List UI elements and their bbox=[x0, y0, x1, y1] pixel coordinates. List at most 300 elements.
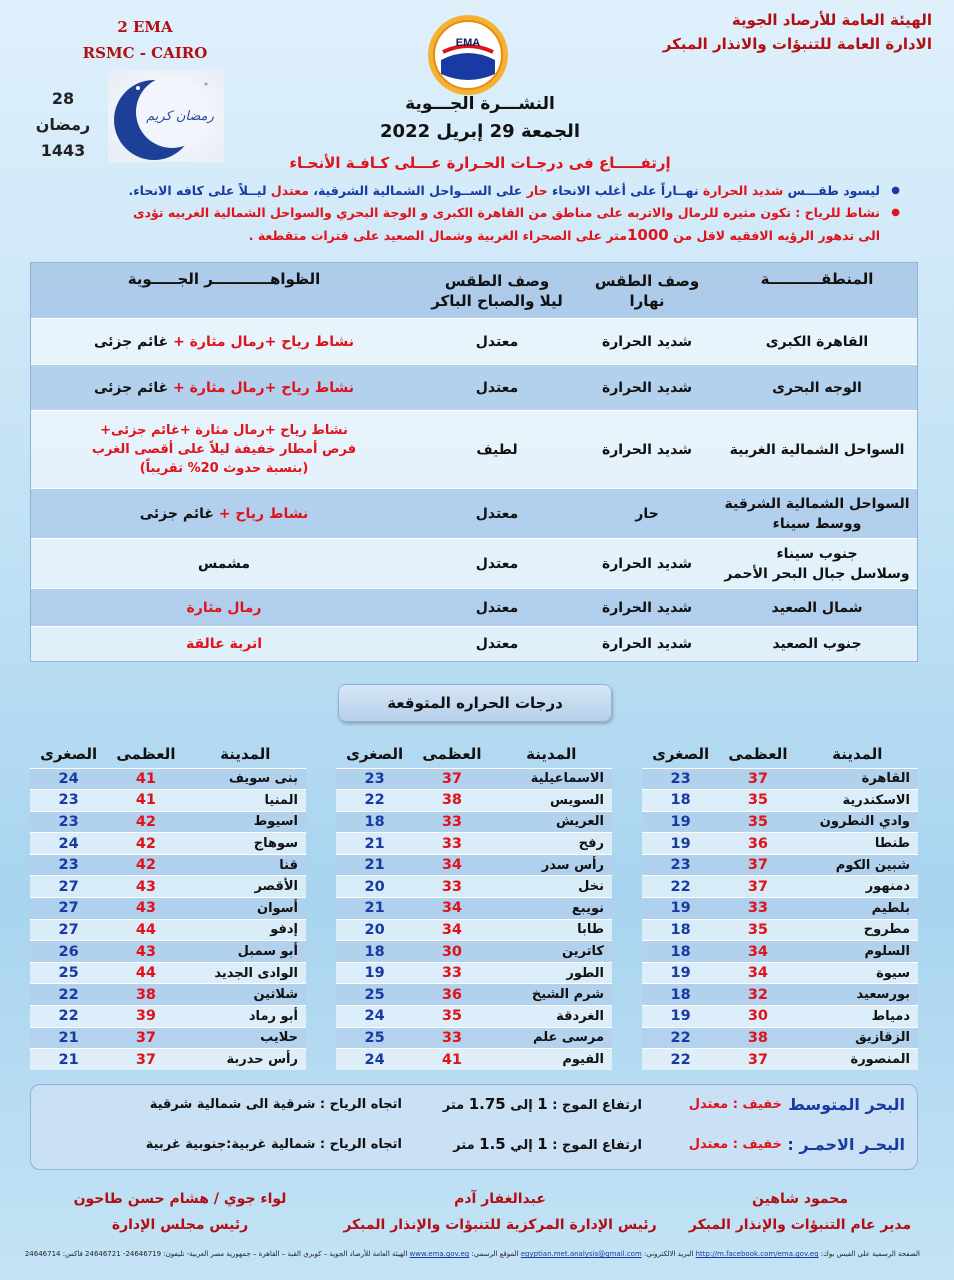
min-temp-cell: 27 bbox=[30, 919, 107, 941]
ema-code-line2: RSMC - CAIRO bbox=[82, 44, 208, 62]
max-temp-cell: 43 bbox=[107, 898, 184, 920]
min-temp-cell: 25 bbox=[336, 1027, 413, 1049]
night-cell: معتدل bbox=[475, 333, 519, 350]
phenomena-cell: رمال مثارة bbox=[186, 599, 262, 616]
max-temp-cell: 36 bbox=[719, 833, 796, 855]
max-temp-cell: 44 bbox=[107, 962, 184, 984]
table-row bbox=[642, 898, 918, 920]
table-row bbox=[336, 984, 612, 1006]
summary-text: نهــاراً على أغلب الانحاء bbox=[547, 183, 703, 198]
city-header: المدينة bbox=[220, 744, 271, 763]
night-cell: معتدل bbox=[475, 636, 519, 652]
table-row bbox=[30, 811, 306, 833]
city-cell: الزقازيق bbox=[797, 1027, 918, 1049]
min-header: الصغرى bbox=[40, 744, 98, 763]
ramadan-crescent-image bbox=[108, 70, 224, 162]
sea-name: البحر المتوسط bbox=[788, 1094, 905, 1114]
region-cell: الوجه البحرى bbox=[772, 379, 862, 396]
phenomena-line1: نشاط رياح +رمال مثارة +غائم جزئى+ bbox=[100, 423, 348, 438]
table-row bbox=[30, 898, 306, 920]
max-temp-cell: 41 bbox=[107, 768, 184, 790]
max-temp-cell: 33 bbox=[413, 811, 490, 833]
max-temp-cell: 33 bbox=[413, 833, 490, 855]
max-temp-cell: 35 bbox=[413, 1006, 490, 1028]
header-night-line1: وصف الطقس bbox=[444, 271, 550, 290]
summary-text: على الســواحل الشمالية الشرقية، bbox=[308, 183, 527, 198]
min-temp-cell: 22 bbox=[642, 1049, 719, 1071]
city-cell: الاسكندرية bbox=[797, 790, 918, 812]
table-row bbox=[336, 898, 612, 920]
table-row bbox=[642, 811, 918, 833]
min-temp-cell: 27 bbox=[30, 876, 107, 898]
city-cell: أبو سمبل bbox=[185, 941, 306, 963]
region-cell bbox=[717, 539, 917, 588]
wave-min: 1 bbox=[537, 1135, 548, 1153]
region-cell: القاهرة الكبرى bbox=[765, 333, 869, 350]
max-temp-cell: 35 bbox=[719, 919, 796, 941]
max-temp-cell: 42 bbox=[107, 811, 184, 833]
wave-unit: متر bbox=[453, 1138, 480, 1153]
table-row bbox=[30, 833, 306, 855]
ema-code-block bbox=[60, 14, 230, 66]
temperature-header-row bbox=[642, 740, 918, 768]
phenomena-black: غائم جزئى bbox=[93, 333, 169, 350]
regional-weather-table bbox=[30, 262, 918, 662]
day-cell: شديد الحرارة bbox=[601, 441, 693, 458]
min-header: الصغرى bbox=[346, 744, 404, 763]
phenomena-red: نشاط رياح +رمال مثارة + bbox=[173, 379, 355, 396]
city-cell: العريش bbox=[491, 811, 612, 833]
summary-highlight: شديد الحرارة bbox=[702, 183, 784, 198]
max-temp-cell: 39 bbox=[107, 1006, 184, 1028]
min-temp-cell: 25 bbox=[30, 962, 107, 984]
temperature-table-1 bbox=[642, 740, 918, 1070]
city-cell: أبو رماد bbox=[185, 1006, 306, 1028]
summary-item-weather bbox=[40, 180, 900, 202]
wave-label: ارتفاع الموج : bbox=[547, 1098, 642, 1113]
min-temp-cell: 25 bbox=[336, 984, 413, 1006]
wave-height bbox=[402, 1095, 642, 1113]
table-row bbox=[642, 790, 918, 812]
temperatures-title: درجات الحراره المتوقعة bbox=[338, 684, 612, 722]
city-cell: دمنهور bbox=[797, 876, 918, 898]
city-cell: رأس حدربة bbox=[185, 1049, 306, 1071]
table-row bbox=[30, 1027, 306, 1049]
signature-central-director bbox=[320, 1186, 680, 1238]
table-row bbox=[31, 489, 917, 539]
signatory-title: رئيس مجلس الإدارة bbox=[111, 1217, 249, 1233]
max-temp-cell: 37 bbox=[719, 768, 796, 790]
table-row bbox=[642, 833, 918, 855]
table-row bbox=[31, 365, 917, 411]
night-cell: معتدل bbox=[475, 555, 519, 572]
city-cell: الطور bbox=[491, 962, 612, 984]
min-temp-cell: 20 bbox=[336, 876, 413, 898]
table-row bbox=[642, 768, 918, 790]
max-temp-cell: 43 bbox=[107, 941, 184, 963]
min-temp-cell: 24 bbox=[30, 768, 107, 790]
region-line1: السواحل الشمالية الشرقية bbox=[724, 495, 910, 512]
max-temp-cell: 38 bbox=[107, 984, 184, 1006]
summary-highlight: 1000 bbox=[627, 226, 669, 244]
max-temp-cell: 42 bbox=[107, 854, 184, 876]
table-row bbox=[30, 768, 306, 790]
city-cell: الفيوم bbox=[491, 1049, 612, 1071]
max-temp-cell: 36 bbox=[413, 984, 490, 1006]
hijri-day: 28 bbox=[51, 89, 75, 108]
min-temp-cell: 22 bbox=[30, 1006, 107, 1028]
wave-label: ارتفاع الموج : bbox=[547, 1138, 642, 1153]
city-cell: القاهرة bbox=[797, 768, 918, 790]
city-header: المدينة bbox=[832, 744, 883, 763]
email-link[interactable]: egyptian.met.analysis@gmail.com bbox=[520, 1250, 642, 1258]
table-row bbox=[336, 1049, 612, 1071]
temperature-header-row bbox=[336, 740, 612, 768]
region-cell: جنوب الصعيد bbox=[772, 636, 862, 652]
max-temp-cell: 34 bbox=[413, 898, 490, 920]
max-temp-cell: 34 bbox=[719, 941, 796, 963]
min-temp-cell: 18 bbox=[642, 941, 719, 963]
table-row bbox=[336, 1006, 612, 1028]
city-cell: الاسماعيلية bbox=[491, 768, 612, 790]
contact-footer bbox=[24, 1250, 920, 1258]
city-cell: بنى سويف bbox=[185, 768, 306, 790]
min-temp-cell: 23 bbox=[642, 768, 719, 790]
phenomena-cell bbox=[31, 365, 417, 410]
city-cell: وادي النطرون bbox=[797, 811, 918, 833]
city-cell: كاترين bbox=[491, 941, 612, 963]
max-temp-cell: 37 bbox=[719, 1049, 796, 1071]
table-row bbox=[336, 790, 612, 812]
table-row bbox=[642, 1006, 918, 1028]
forecast-summary bbox=[40, 180, 900, 247]
region-cell: شمال الصعيد bbox=[771, 599, 863, 616]
phenomena-cell: اتربة عالقة bbox=[185, 636, 263, 652]
city-cell: نويبع bbox=[491, 898, 612, 920]
max-temp-cell: 43 bbox=[107, 876, 184, 898]
table-row bbox=[642, 1049, 918, 1071]
phenomena-line3: (بنسبة حدوث 20% تقريباً) bbox=[139, 461, 309, 476]
table-row bbox=[31, 411, 917, 489]
table-row bbox=[336, 919, 612, 941]
footer-text: الموقع الرسمي: bbox=[469, 1250, 521, 1258]
logo-text: EMA bbox=[455, 37, 481, 49]
wave-max: 1.75 bbox=[468, 1095, 506, 1113]
city-cell: الغردقة bbox=[491, 1006, 612, 1028]
table-row bbox=[336, 941, 612, 963]
day-cell: شديد الحرارة bbox=[601, 333, 693, 350]
min-temp-cell: 24 bbox=[336, 1006, 413, 1028]
hijri-year: 1443 bbox=[40, 141, 86, 160]
min-temp-cell: 23 bbox=[336, 768, 413, 790]
region-cell bbox=[717, 489, 917, 538]
region-cell: السواحل الشمالية الغربية bbox=[729, 441, 905, 458]
night-cell: معتدل bbox=[475, 379, 519, 396]
min-temp-cell: 26 bbox=[30, 941, 107, 963]
sea-row-red-sea bbox=[31, 1129, 917, 1159]
max-header: العظمى bbox=[422, 744, 482, 763]
max-temp-cell: 33 bbox=[413, 876, 490, 898]
sea-state-box bbox=[30, 1084, 918, 1170]
table-row bbox=[30, 919, 306, 941]
footer-text: الصفحة الرسمية على الفيس بوك: bbox=[818, 1250, 920, 1258]
city-cell: الوادى الجديد bbox=[185, 962, 306, 984]
city-cell: مرسى علم bbox=[491, 1027, 612, 1049]
temperature-table-3 bbox=[30, 740, 306, 1070]
table-row bbox=[336, 876, 612, 898]
min-temp-cell: 22 bbox=[336, 790, 413, 812]
table-row bbox=[31, 319, 917, 365]
city-header: المدينة bbox=[526, 744, 577, 763]
table-row bbox=[30, 790, 306, 812]
wave-to: إلى bbox=[505, 1098, 538, 1113]
wind-direction: اتجاه الرياح : شرقية الى شمالية شرقية bbox=[149, 1096, 402, 1112]
facebook-link[interactable]: http://m.facebook.com/ema.gov.eg bbox=[695, 1250, 819, 1258]
min-temp-cell: 18 bbox=[642, 984, 719, 1006]
table-row bbox=[642, 876, 918, 898]
city-cell: شرم الشيخ bbox=[491, 984, 612, 1006]
table-row bbox=[642, 1027, 918, 1049]
ema-logo bbox=[425, 12, 511, 98]
city-cell: أسوان bbox=[185, 898, 306, 920]
min-temp-cell: 24 bbox=[336, 1049, 413, 1071]
website-link[interactable]: www.ema.gov.eg bbox=[409, 1250, 470, 1258]
day-cell: شديد الحرارة bbox=[601, 636, 693, 652]
city-cell: مطروح bbox=[797, 919, 918, 941]
organization-name bbox=[572, 8, 932, 56]
min-temp-cell: 21 bbox=[336, 833, 413, 855]
max-temp-cell: 32 bbox=[719, 984, 796, 1006]
min-temp-cell: 18 bbox=[336, 811, 413, 833]
region-line1: جنوب سيناء bbox=[776, 545, 858, 562]
day-cell: شديد الحرارة bbox=[601, 379, 693, 396]
max-temp-cell: 44 bbox=[107, 919, 184, 941]
signature-forecast-director bbox=[680, 1186, 920, 1238]
signatory-name: عبدالغفار آدم bbox=[454, 1191, 546, 1207]
table-row bbox=[31, 539, 917, 589]
summary-text: نشاط للرياح : تكون مثيره للرمال والاتربه على مناطق من القاهرة الكبرى و الوجة البحري والسواحل الشمالية الغربيه تؤدى bbox=[133, 205, 880, 220]
wind-direction: اتجاه الرياح : شمالية غربية:جنوبية غربية bbox=[145, 1136, 402, 1152]
max-temp-cell: 37 bbox=[413, 768, 490, 790]
min-temp-cell: 18 bbox=[642, 790, 719, 812]
phenomena-red: نشاط رياح + bbox=[218, 505, 309, 522]
max-temp-cell: 38 bbox=[719, 1027, 796, 1049]
max-header: العظمى bbox=[116, 744, 176, 763]
table-row bbox=[336, 833, 612, 855]
max-temp-cell: 30 bbox=[719, 1006, 796, 1028]
table-row bbox=[642, 962, 918, 984]
city-cell: قنا bbox=[185, 854, 306, 876]
table-row bbox=[31, 627, 917, 661]
max-temp-cell: 33 bbox=[719, 898, 796, 920]
min-temp-cell: 21 bbox=[30, 1049, 107, 1071]
ema-code-line1: 2 EMA bbox=[117, 18, 173, 36]
day-cell: شديد الحرارة bbox=[601, 555, 693, 572]
max-temp-cell: 30 bbox=[413, 941, 490, 963]
table-row bbox=[30, 1006, 306, 1028]
table-row bbox=[642, 941, 918, 963]
header-day bbox=[577, 263, 717, 318]
max-temp-cell: 37 bbox=[107, 1049, 184, 1071]
min-temp-cell: 23 bbox=[30, 854, 107, 876]
wave-height bbox=[402, 1135, 642, 1153]
header-night bbox=[417, 263, 577, 318]
table-row bbox=[336, 1027, 612, 1049]
min-temp-cell: 19 bbox=[642, 811, 719, 833]
city-cell: الأقصر bbox=[185, 876, 306, 898]
table-row bbox=[336, 811, 612, 833]
city-cell: إدفو bbox=[185, 919, 306, 941]
summary-text: ليسود طقـــس bbox=[783, 183, 880, 198]
min-temp-cell: 21 bbox=[30, 1027, 107, 1049]
max-temp-cell: 37 bbox=[719, 876, 796, 898]
sea-state: خفيف : معتدل bbox=[688, 1096, 782, 1112]
max-temp-cell: 34 bbox=[719, 962, 796, 984]
city-cell: بلطيم bbox=[797, 898, 918, 920]
city-cell: طنطا bbox=[797, 833, 918, 855]
night-cell: معتدل bbox=[475, 599, 519, 616]
table-row bbox=[336, 768, 612, 790]
summary-item-visibility bbox=[40, 224, 900, 247]
city-cell: السلوم bbox=[797, 941, 918, 963]
signature-chairman bbox=[50, 1186, 310, 1238]
signatory-title: رئيس الإدارة المركزية للتنبؤات والإنذار المبكر bbox=[343, 1217, 657, 1233]
city-cell: شلاتين bbox=[185, 984, 306, 1006]
night-cell: لطيف bbox=[476, 441, 518, 458]
table-row bbox=[31, 589, 917, 627]
wave-max: 1.5 bbox=[479, 1135, 506, 1153]
sea-row-mediterranean bbox=[31, 1089, 917, 1119]
max-temp-cell: 37 bbox=[719, 854, 796, 876]
footer-text: الهيئة العامة للأرصاد الجوية – كوبري القبة – القاهرة – جمهورية مصر العربية- تليفون: 24646719- 24646721 فاكس: 24646714 bbox=[24, 1250, 410, 1258]
min-temp-cell: 19 bbox=[642, 898, 719, 920]
city-cell: اسيوط bbox=[185, 811, 306, 833]
sea-state: خفيف : معتدل bbox=[688, 1136, 782, 1152]
summary-highlight: حار bbox=[526, 183, 548, 198]
city-cell: السويس bbox=[491, 790, 612, 812]
phenomena-cell bbox=[31, 319, 417, 364]
table-row bbox=[30, 1049, 306, 1071]
max-temp-cell: 41 bbox=[107, 790, 184, 812]
wave-to: إلي bbox=[505, 1138, 538, 1153]
phenomena-line2: فرص أمطار خفيفة ليلاً على أقصى الغرب bbox=[91, 442, 357, 457]
night-cell: معتدل bbox=[475, 505, 519, 522]
city-cell: المنيا bbox=[185, 790, 306, 812]
max-header: العظمى bbox=[728, 744, 788, 763]
max-temp-cell: 33 bbox=[413, 1027, 490, 1049]
city-cell: سوهاج bbox=[185, 833, 306, 855]
temperature-table-2 bbox=[336, 740, 612, 1070]
phenomena-black: غائم جزئى bbox=[93, 379, 169, 396]
wave-unit: متر bbox=[442, 1098, 469, 1113]
min-temp-cell: 19 bbox=[642, 962, 719, 984]
table-row bbox=[30, 962, 306, 984]
min-temp-cell: 19 bbox=[642, 1006, 719, 1028]
min-temp-cell: 18 bbox=[642, 919, 719, 941]
min-temp-cell: 22 bbox=[30, 984, 107, 1006]
max-temp-cell: 38 bbox=[413, 790, 490, 812]
max-temp-cell: 33 bbox=[413, 962, 490, 984]
header-region: المنطقــــــــــة bbox=[760, 270, 874, 288]
city-cell: رأس سدر bbox=[491, 854, 612, 876]
table-row bbox=[30, 984, 306, 1006]
summary-highlight: معتدل bbox=[270, 183, 309, 198]
summary-text: الى تدهور الرؤيه الافقيه لاقل من bbox=[668, 228, 880, 243]
min-header: الصغرى bbox=[652, 744, 710, 763]
max-temp-cell: 34 bbox=[413, 919, 490, 941]
table-row bbox=[30, 941, 306, 963]
signatory-name: محمود شاهين bbox=[751, 1191, 849, 1207]
org-line1: الهيئة العامة للأرصاد الجوية bbox=[731, 11, 932, 29]
min-temp-cell: 19 bbox=[336, 962, 413, 984]
phenomena-cell bbox=[31, 411, 417, 488]
max-temp-cell: 34 bbox=[413, 854, 490, 876]
table-header-row bbox=[31, 263, 917, 319]
header-day-line2: نهارا bbox=[629, 291, 665, 310]
min-temp-cell: 21 bbox=[336, 898, 413, 920]
table-row bbox=[336, 854, 612, 876]
min-temp-cell: 23 bbox=[30, 790, 107, 812]
max-temp-cell: 35 bbox=[719, 811, 796, 833]
org-line2: الادارة العامة للتنبؤات والانذار المبكر bbox=[662, 35, 932, 53]
min-temp-cell: 27 bbox=[30, 898, 107, 920]
table-row bbox=[642, 919, 918, 941]
bulletin-date: الجمعة 29 إبريل 2022 bbox=[380, 121, 580, 142]
signatory-title: مدير عام التنبؤات والإنذار المبكر bbox=[688, 1217, 912, 1233]
bulletin-subtitle: إرتفـــــاع فى درجـات الحـرارة عـــلى كـافـة الأنحـاء bbox=[289, 154, 671, 172]
max-temp-cell: 37 bbox=[107, 1027, 184, 1049]
day-cell: حار bbox=[635, 505, 659, 522]
summary-text: متر على الصحراء الغربية وشمال الصعيد على فترات متقطعة . bbox=[248, 228, 627, 243]
sea-name: البحـر الاحمـر : bbox=[787, 1134, 905, 1154]
min-temp-cell: 18 bbox=[336, 941, 413, 963]
city-cell: رفح bbox=[491, 833, 612, 855]
table-row bbox=[30, 854, 306, 876]
header-phenomena: الظواهـــــــــــر الجـــــوية bbox=[127, 270, 321, 288]
min-temp-cell: 23 bbox=[30, 811, 107, 833]
min-temp-cell: 24 bbox=[30, 833, 107, 855]
region-line2: وسلاسل جبال البحر الأحمر bbox=[724, 565, 910, 582]
max-temp-cell: 42 bbox=[107, 833, 184, 855]
city-cell: بورسعيد bbox=[797, 984, 918, 1006]
min-temp-cell: 23 bbox=[642, 854, 719, 876]
table-row bbox=[30, 876, 306, 898]
city-cell: شبين الكوم bbox=[797, 854, 918, 876]
max-temp-cell: 41 bbox=[413, 1049, 490, 1071]
summary-text: ليــلاً على كافه الانحاء. bbox=[128, 183, 271, 198]
table-row bbox=[642, 854, 918, 876]
city-cell: دمياط bbox=[797, 1006, 918, 1028]
phenomena-black: غائم جزئى bbox=[139, 505, 214, 522]
phenomena-cell: مشمس bbox=[197, 555, 251, 572]
city-cell: المنصورة bbox=[797, 1049, 918, 1071]
phenomena-cell bbox=[31, 489, 417, 538]
hijri-date bbox=[24, 86, 102, 164]
table-row bbox=[642, 984, 918, 1006]
min-temp-cell: 21 bbox=[336, 854, 413, 876]
footer-text: البريد الالكتروني: bbox=[641, 1250, 696, 1258]
ramadan-art-text: رمضان كريم bbox=[146, 109, 214, 124]
bulletin-heading bbox=[300, 90, 660, 146]
bulletin-title: النشـــرة الجـــوية bbox=[405, 94, 555, 114]
phenomena-red: نشاط رياح +رمال مثارة + bbox=[173, 333, 355, 350]
day-cell: شديد الحرارة bbox=[601, 599, 693, 616]
max-temp-cell: 35 bbox=[719, 790, 796, 812]
header-day-line1: وصف الطقس bbox=[594, 271, 700, 290]
min-temp-cell: 22 bbox=[642, 1027, 719, 1049]
table-row bbox=[336, 962, 612, 984]
city-cell: طابا bbox=[491, 919, 612, 941]
